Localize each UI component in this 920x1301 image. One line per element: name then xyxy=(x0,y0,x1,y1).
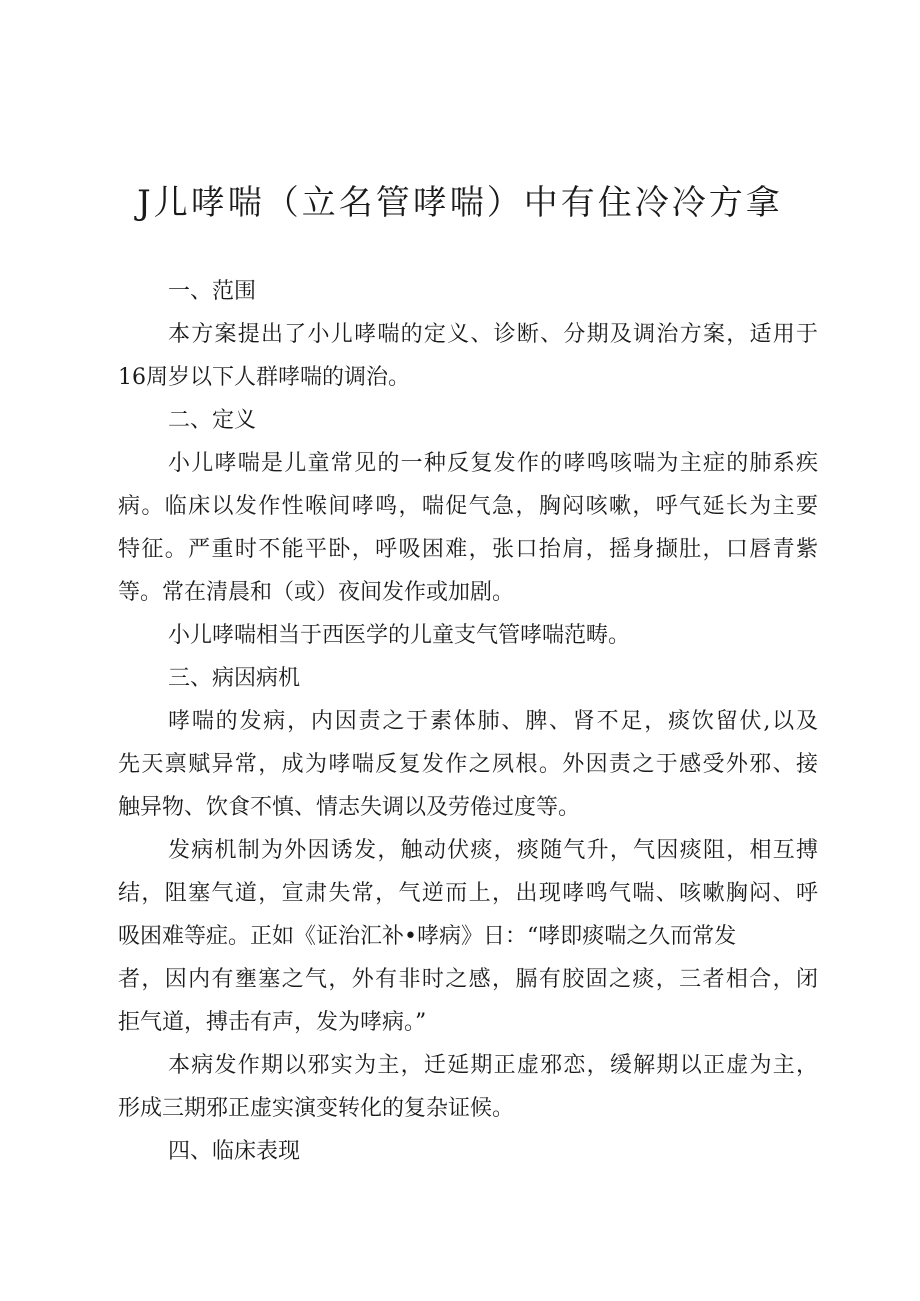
text-line: 小儿哮喘相当于西医学的儿童支气管哮喘范畴。 xyxy=(168,623,631,648)
text-line: 二、定义 xyxy=(168,408,257,433)
text-line: 三、病因病机 xyxy=(168,666,301,691)
text-line: 一、范围 xyxy=(168,279,257,304)
document-body xyxy=(118,270,818,1173)
text-line: 小儿哮喘是儿童常见的一种反复发作的哮鸣咳喘为主症的肺系疾 xyxy=(168,451,818,476)
text-line: 结，阻塞气道，宣肃失常，气逆而上，出现哮鸣气喘、咳嗽胸闷、呼 xyxy=(118,881,818,906)
text-line: 触异物、饮食不慎、情志失调以及劳倦过度等。 xyxy=(118,795,581,820)
text-line: 吸困难等症。正如《证治汇补•哮病》日：“哮即痰喘之久而常发 xyxy=(118,924,737,949)
text-line: 病。临床以发作性喉间哮鸣，喘促气急，胸闷咳嗽，呼气延长为主要 xyxy=(118,494,818,519)
text-line: 四、临床表现 xyxy=(168,1139,301,1164)
text-line: 先天禀赋异常，成为哮喘反复发作之夙根。外因责之于感受外邪、接 xyxy=(118,752,818,777)
text-line: 拒气道，搏击有声，发为哮病。” xyxy=(118,1010,427,1035)
text-line: 哮喘的发病，内因责之于素体肺、脾、肾不足，痰饮留伏,以及 xyxy=(168,709,818,734)
text-line: 本病发作期以邪实为主，迁延期正虚邪恋，缓解期以正虚为主， xyxy=(168,1053,818,1078)
text-line: 16周岁以下人群哮喘的调治。 xyxy=(118,365,410,390)
document-title: J儿哮喘（立名管哮喘）中有住冷冷方拿 xyxy=(137,183,783,223)
text-line: 者，因内有壅塞之气，外有非时之感，膈有胶固之痰，三者相合，闭 xyxy=(118,967,818,992)
text-line: 本方案提出了小儿哮喘的定义、诊断、分期及调治方案，适用于 xyxy=(168,322,818,347)
text-line: 发病机制为外因诱发，触动伏痰，痰随气升，气因痰阻，相互搏 xyxy=(168,838,818,863)
text-line: 特征。严重时不能平卧，呼吸困难，张口抬肩，摇身撷肚，口唇青紫 xyxy=(118,537,818,562)
text-line: 形成三期邪正虚实演变转化的复杂证候。 xyxy=(118,1096,515,1121)
text-line: 等。常在清晨和（或）夜间发作或加剧。 xyxy=(118,580,515,605)
